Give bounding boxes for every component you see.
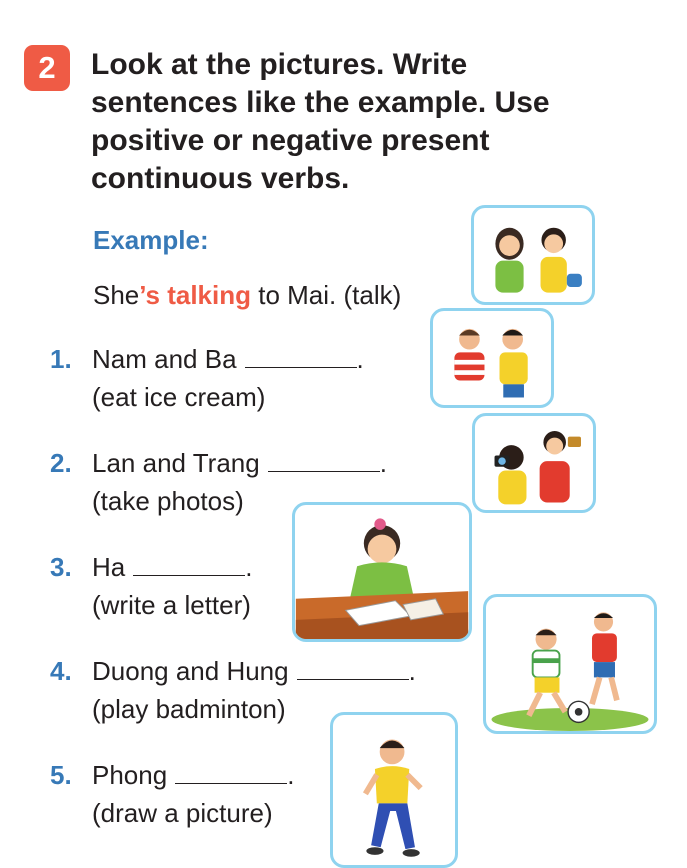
girl-writing-letter-illustration	[292, 502, 472, 642]
answer-blank[interactable]	[297, 655, 409, 680]
example-suffix: to Mai. (talk)	[251, 280, 402, 310]
exercise-item-5	[50, 756, 294, 832]
item-subject: Phong	[92, 760, 168, 790]
item-end: .	[287, 760, 295, 790]
item-end: .	[356, 344, 364, 374]
exercise-item-3	[50, 548, 252, 624]
answer-blank[interactable]	[175, 759, 287, 784]
example-prefix: She	[93, 280, 140, 310]
item-number: 2.	[50, 448, 72, 478]
item-end: .	[379, 448, 387, 478]
item-end: .	[245, 552, 253, 582]
item-subject: Lan and Trang	[92, 448, 260, 478]
item-number: 3.	[50, 552, 72, 582]
item-number: 4.	[50, 656, 72, 686]
item-hint: (play badminton)	[92, 694, 286, 724]
item-subject: Duong and Hung	[92, 656, 289, 686]
answer-blank[interactable]	[245, 343, 357, 368]
example-label: Example:	[93, 225, 209, 255]
two-girls-talking-illustration	[471, 205, 595, 305]
exercise-instruction: Look at the pictures. Write sentences like the example. Use positive or negative present continuous verbs.	[91, 48, 550, 195]
answer-blank[interactable]	[268, 447, 380, 472]
item-number: 5.	[50, 760, 72, 790]
exercise-number-badge: 2	[24, 45, 70, 91]
exercise-item-1	[50, 340, 364, 416]
example-verb: ’s talking	[139, 280, 251, 310]
two-girls-taking-photos-illustration	[472, 413, 596, 513]
example-sentence	[93, 280, 401, 311]
item-number: 1.	[50, 344, 72, 374]
item-hint: (take photos)	[92, 486, 244, 516]
item-hint: (eat ice cream)	[92, 382, 266, 412]
boy-running-illustration	[330, 712, 458, 868]
item-subject: Ha	[92, 552, 126, 582]
item-hint: (draw a picture)	[92, 798, 273, 828]
item-subject: Nam and Ba	[92, 344, 237, 374]
answer-blank[interactable]	[133, 551, 245, 576]
item-end: .	[408, 656, 416, 686]
two-boys-talking-illustration	[430, 308, 554, 408]
boys-playing-football-illustration	[483, 594, 657, 734]
item-hint: (write a letter)	[92, 590, 251, 620]
